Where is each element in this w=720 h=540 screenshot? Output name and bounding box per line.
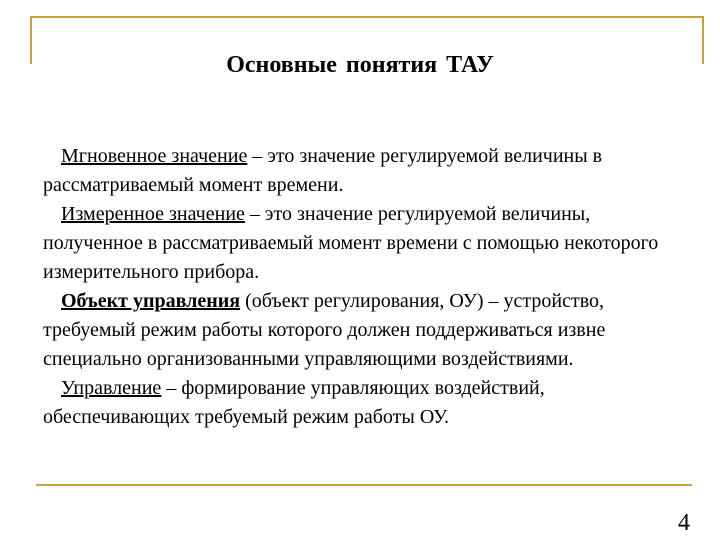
definition-text: – это значение регулируемой величины, полученное в рассматриваемый момент времени с помощью некоторого измерительного прибора. [43, 203, 659, 283]
definitions-list [43, 142, 683, 432]
term-control-object: Объект управления [61, 290, 241, 312]
definition-control [43, 374, 683, 432]
page-number: 4 [678, 510, 690, 536]
term-measured-value: Измеренное значение [61, 203, 245, 225]
definition-text: – формирование управляющих воздействий, обеспечивающих требуемый режим работы ОУ. [43, 377, 545, 428]
term-control: Управление [61, 377, 162, 399]
definition-measured-value [43, 200, 683, 287]
slide-title: Основные понятия ТАУ [226, 52, 494, 78]
frame-bottom-border [36, 484, 692, 486]
definition-control-object [43, 287, 683, 374]
term-instant-value: Мгновенное значение [61, 145, 248, 167]
definition-text: (объект регулирования, ОУ) – устройство, требуемый режим работы которого должен поддерживаться извне специально организованными управляющими воздействиями. [43, 290, 606, 370]
definition-text: – это значение регулируемой величины в рассматриваемый момент времени. [43, 145, 603, 196]
definition-instant-value [43, 142, 683, 200]
frame-top-border [30, 16, 704, 18]
